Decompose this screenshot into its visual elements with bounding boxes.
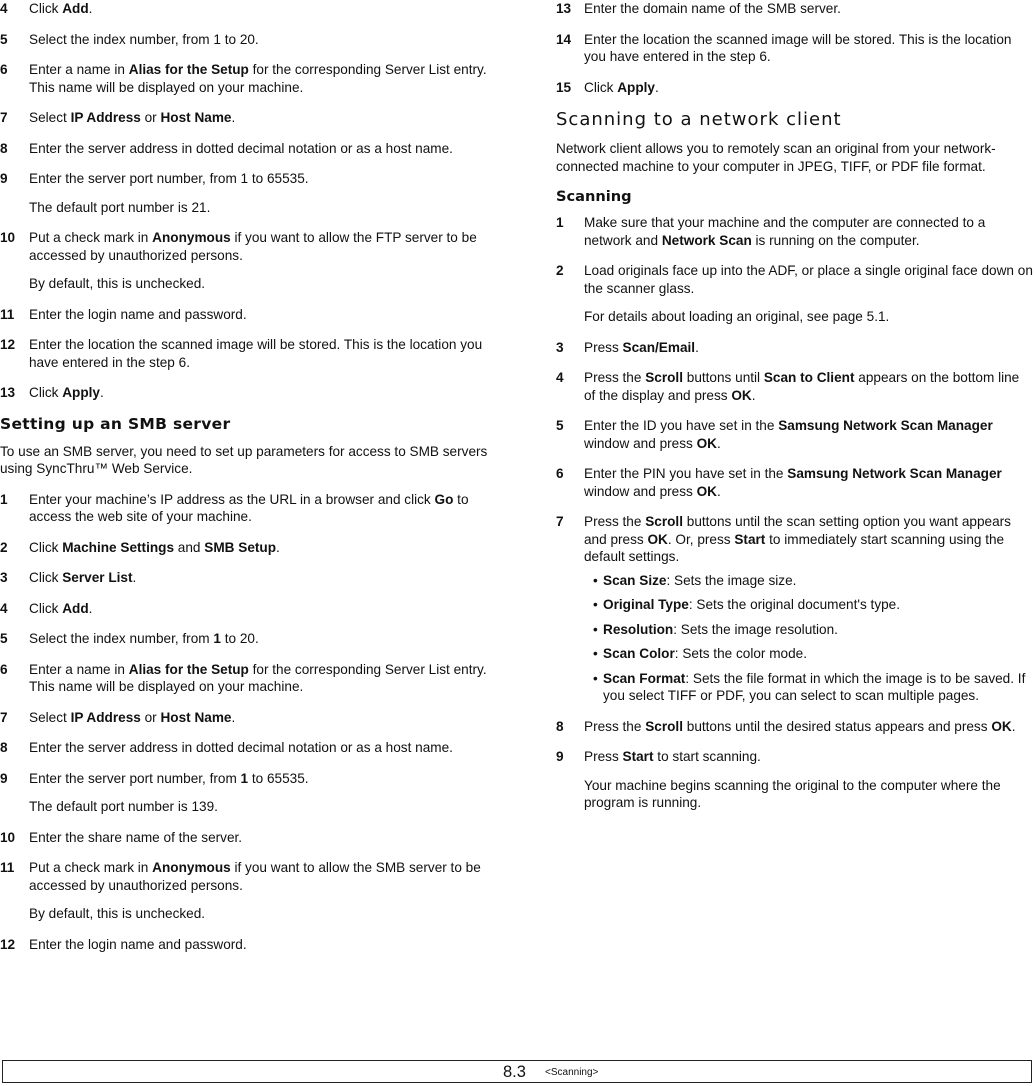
step-text bbox=[29, 0, 490, 18]
text-run: . bbox=[1011, 718, 1016, 734]
bold-term: Apply bbox=[62, 385, 100, 400]
step-text bbox=[29, 936, 490, 954]
bold-term: SMB Setup bbox=[204, 539, 277, 555]
smb-step-3 bbox=[0, 569, 490, 587]
smb-step-10 bbox=[0, 829, 490, 847]
step-number: 7 bbox=[0, 110, 8, 125]
bold-term: 1 bbox=[213, 631, 221, 646]
step-note: For details about loading an original, see page 5.1. bbox=[584, 309, 890, 324]
bold-term: Add bbox=[62, 600, 89, 616]
scan-step-6 bbox=[556, 465, 1034, 500]
ftp-step-5 bbox=[0, 31, 490, 49]
bold-term: Alias for the Setup bbox=[128, 661, 249, 677]
step-number: 12 bbox=[0, 936, 16, 952]
text-run: to immediately start scanning using the default settings. bbox=[584, 531, 1005, 564]
text-run: if you want to allow the FTP server to be accessed by unauthorized persons. bbox=[29, 230, 477, 263]
page-number: 8.3 bbox=[503, 1063, 526, 1081]
step-text bbox=[584, 465, 1034, 500]
text-run: Enter the domain name of the SMB server. bbox=[584, 1, 841, 16]
bold-term: Machine Settings bbox=[62, 539, 175, 555]
scanning-heading: Scanning bbox=[556, 188, 632, 205]
text-run: . bbox=[132, 570, 137, 585]
step-text bbox=[29, 770, 490, 788]
text-run: : Sets the color mode. bbox=[674, 646, 807, 661]
text-run: : Sets the file format in which the image is to be saved. If you select TIFF or PDF, you can select to scan multiple pages. bbox=[603, 670, 1026, 703]
bold-term: Scan to Client bbox=[763, 370, 855, 385]
step-text bbox=[29, 336, 490, 371]
step-number: 2 bbox=[556, 263, 564, 278]
step-text bbox=[584, 214, 1034, 249]
text-run: if you want to allow the SMB server to be accessed by unauthorized persons. bbox=[29, 860, 481, 893]
step-text bbox=[29, 709, 490, 727]
smb-step-6 bbox=[0, 661, 490, 696]
text-run: Enter the login name and password. bbox=[29, 306, 247, 322]
step-number: 13 bbox=[556, 1, 572, 16]
bold-term: Original Type bbox=[603, 597, 689, 612]
text-run: Enter your machine’s IP address as the URL in a browser and click bbox=[29, 491, 435, 507]
step-text bbox=[584, 339, 1034, 357]
step-text bbox=[29, 61, 490, 96]
option-item bbox=[593, 596, 1034, 614]
text-run: : Sets the original document's type. bbox=[688, 597, 901, 612]
step-number: 6 bbox=[556, 466, 564, 481]
text-run: Load originals face up into the ADF, or place a single original face down on the scanner glass. bbox=[584, 263, 1033, 296]
step-number: 8 bbox=[0, 140, 8, 156]
ftp-step-8 bbox=[0, 140, 490, 158]
step-number: 5 bbox=[0, 31, 8, 47]
text-run: window and press bbox=[584, 483, 697, 499]
step-number: 9 bbox=[0, 770, 8, 786]
text-run: . bbox=[88, 600, 93, 616]
step-text bbox=[29, 31, 490, 49]
bold-term: Scroll bbox=[645, 718, 683, 734]
step-text bbox=[584, 718, 1034, 736]
smb-step-8 bbox=[0, 739, 490, 757]
text-run: window and press bbox=[584, 435, 697, 451]
text-run: Press the bbox=[584, 718, 646, 734]
bold-term: Add bbox=[62, 1, 89, 16]
text-run: to 65535. bbox=[248, 770, 309, 786]
text-run: Click bbox=[29, 570, 63, 585]
text-run: . bbox=[716, 435, 721, 451]
bold-term: Scan Color bbox=[603, 646, 675, 661]
option-item bbox=[593, 621, 1034, 639]
text-run: Enter the location the scanned image will be stored. This is the location you have entered in the step 6. bbox=[29, 337, 483, 370]
text-run: Enter the PIN you have set in the bbox=[584, 466, 788, 481]
step-number: 8 bbox=[556, 718, 564, 734]
text-run: Select the index number, from 1 to 20. bbox=[29, 31, 259, 47]
bold-term: 1 bbox=[240, 770, 249, 786]
text-run: Put a check mark in bbox=[29, 860, 153, 875]
text-run: Click bbox=[29, 539, 63, 555]
step-text bbox=[29, 109, 490, 127]
step-text bbox=[29, 491, 490, 526]
option-item bbox=[593, 572, 1034, 590]
bold-term: Start bbox=[734, 531, 766, 547]
page-footer bbox=[2, 1060, 1032, 1083]
step-note: The default port number is 139. bbox=[29, 799, 218, 814]
step-number: 10 bbox=[0, 230, 16, 245]
bold-term: Network Scan bbox=[661, 232, 752, 248]
text-run: . bbox=[655, 79, 659, 95]
bold-term: OK bbox=[991, 718, 1012, 734]
text-run: Select the index number, from bbox=[29, 631, 214, 646]
bold-term: Alias for the Setup bbox=[128, 62, 249, 77]
step-note: Your machine begins scanning the original to the computer where the program is running. bbox=[584, 777, 1001, 810]
step-note: By default, this is unchecked. bbox=[29, 906, 206, 921]
network-client-intro: Network client allows you to remotely scan an original from your network-connected machine to your computer in JPEG, TIFF, or PDF file format. bbox=[556, 141, 996, 174]
step-text bbox=[584, 513, 1034, 566]
bold-term: Anonymous bbox=[152, 230, 231, 245]
step-note: The default port number is 21. bbox=[29, 199, 211, 215]
step-number: 3 bbox=[0, 570, 8, 585]
bold-term: IP Address bbox=[70, 709, 141, 725]
right-column bbox=[556, 0, 1034, 825]
ftp-step-7 bbox=[0, 109, 490, 127]
scan-step-5 bbox=[556, 417, 1034, 452]
bold-term: Server List bbox=[62, 570, 133, 585]
text-run: for the corresponding Server List entry. This name will be displayed on your machine. bbox=[29, 62, 487, 95]
smb-step-7 bbox=[0, 709, 490, 727]
text-run: Enter a name in bbox=[29, 62, 129, 77]
text-run: Make sure that your machine and the computer are connected to a network and bbox=[584, 215, 986, 248]
section-label: <Scanning> bbox=[545, 1067, 599, 1078]
text-run: or bbox=[140, 709, 161, 725]
step-text bbox=[29, 569, 490, 587]
text-run: . bbox=[751, 387, 756, 403]
step-number: 11 bbox=[0, 860, 15, 875]
step-number: 2 bbox=[0, 539, 8, 555]
text-run: . bbox=[695, 339, 699, 355]
text-run: Click bbox=[29, 1, 63, 16]
bold-term: Scan Format bbox=[603, 670, 686, 686]
scan-step-4 bbox=[556, 369, 1034, 404]
step-number: 7 bbox=[0, 709, 8, 725]
text-run: . bbox=[100, 385, 104, 400]
text-run: Press the bbox=[584, 370, 646, 385]
smb-step-15 bbox=[556, 79, 1034, 97]
scan-steps-list bbox=[556, 214, 1034, 812]
step-number: 6 bbox=[0, 661, 8, 677]
step-text bbox=[584, 79, 1034, 97]
text-run: Click bbox=[29, 385, 63, 400]
text-run: : Sets the image size. bbox=[666, 572, 797, 588]
step-number: 9 bbox=[0, 171, 8, 186]
text-run: Put a check mark in bbox=[29, 230, 153, 245]
bold-term: Resolution bbox=[603, 621, 674, 637]
bold-term: IP Address bbox=[70, 110, 141, 125]
step-number: 4 bbox=[0, 1, 8, 16]
step-text bbox=[584, 748, 1034, 766]
text-run: Enter the server address in dotted decimal notation or as a host name. bbox=[29, 140, 453, 156]
text-run: Press the bbox=[584, 514, 646, 529]
text-run: buttons until the scan setting option you want appears and press bbox=[584, 514, 1011, 547]
text-run: Enter the ID you have set in the bbox=[584, 418, 779, 433]
smb-step-4 bbox=[0, 600, 490, 618]
bold-term: Start bbox=[622, 749, 654, 764]
text-run: Enter a name in bbox=[29, 661, 129, 677]
smb-step-13 bbox=[556, 0, 1034, 18]
text-run: Enter the server port number, from bbox=[29, 770, 241, 786]
text-run: . bbox=[276, 539, 280, 555]
smb-steps-list bbox=[0, 491, 490, 954]
ftp-step-13 bbox=[0, 384, 490, 402]
step-number: 7 bbox=[556, 514, 564, 529]
text-run: is running on the computer. bbox=[751, 232, 920, 248]
smb-section-heading: Setting up an SMB server bbox=[0, 414, 231, 433]
smb-intro: To use an SMB server, you need to set up parameters for access to SMB servers using SyncThru™ Web Service. bbox=[0, 443, 488, 476]
step-text bbox=[29, 384, 490, 402]
bold-term: Apply bbox=[617, 79, 655, 95]
bold-term: Samsung Network Scan Manager bbox=[778, 418, 993, 433]
bold-term: Anonymous bbox=[152, 860, 231, 875]
step-text bbox=[29, 539, 490, 557]
smb-step-1 bbox=[0, 491, 490, 526]
bold-term: Host Name bbox=[160, 709, 232, 725]
scan-step-7 bbox=[556, 513, 1034, 705]
step-note: By default, this is unchecked. bbox=[29, 276, 206, 291]
text-run: or bbox=[140, 110, 161, 125]
step-number: 1 bbox=[556, 215, 564, 230]
smb-step-5 bbox=[0, 630, 490, 648]
text-run: appears on the bottom line of the display and press bbox=[584, 370, 1020, 403]
step-text bbox=[29, 829, 490, 847]
text-run: Enter the login name and password. bbox=[29, 936, 247, 952]
bold-term: Scan Size bbox=[603, 572, 667, 588]
text-run: . bbox=[231, 709, 236, 725]
text-run: to 20. bbox=[220, 631, 259, 646]
ftp-step-12 bbox=[0, 336, 490, 371]
step-number: 14 bbox=[556, 31, 572, 47]
step-text bbox=[29, 859, 490, 894]
step-text bbox=[29, 739, 490, 757]
text-run: Select bbox=[29, 110, 71, 125]
left-column bbox=[0, 0, 490, 966]
step-number: 12 bbox=[0, 337, 16, 352]
step-text bbox=[584, 31, 1034, 66]
ftp-step-10 bbox=[0, 229, 490, 264]
text-run: Enter the server address in dotted decimal notation or as a host name. bbox=[29, 740, 453, 755]
text-run: Click bbox=[29, 600, 63, 616]
text-run: buttons until bbox=[682, 370, 764, 385]
ftp-steps-list bbox=[0, 0, 490, 402]
bold-term: Samsung Network Scan Manager bbox=[787, 466, 1002, 481]
smb-step-2 bbox=[0, 539, 490, 557]
scan-step-8 bbox=[556, 718, 1034, 736]
step-text bbox=[584, 369, 1034, 404]
text-run: . bbox=[231, 110, 236, 125]
text-run: Select bbox=[29, 709, 71, 725]
step-number: 8 bbox=[0, 740, 8, 755]
option-list bbox=[584, 572, 1034, 705]
ftp-step-4 bbox=[0, 0, 490, 18]
smb-step-14 bbox=[556, 31, 1034, 66]
smb-step-12 bbox=[0, 936, 490, 954]
text-run: and bbox=[174, 539, 205, 555]
text-run: for the corresponding Server List entry. This name will be displayed on your machine. bbox=[29, 661, 487, 694]
text-run: Press bbox=[584, 749, 623, 764]
step-text bbox=[584, 0, 1034, 18]
step-text bbox=[29, 140, 490, 158]
bold-term: OK bbox=[731, 387, 752, 403]
bold-term: Go bbox=[434, 491, 454, 507]
text-run: Enter the location the scanned image will be stored. This is the location you have entered in the step 6. bbox=[584, 31, 1012, 64]
ftp-step-11 bbox=[0, 306, 490, 324]
bold-term: Host Name bbox=[160, 110, 232, 125]
text-run: Click bbox=[584, 79, 618, 95]
option-item bbox=[593, 645, 1034, 663]
step-number: 4 bbox=[556, 370, 564, 385]
bold-term: Scroll bbox=[645, 370, 683, 385]
bold-term: Scroll bbox=[645, 514, 683, 529]
text-run: to access the web site of your machine. bbox=[29, 491, 469, 524]
text-run: . bbox=[88, 1, 93, 16]
step-number: 5 bbox=[0, 631, 8, 646]
ftp-step-6 bbox=[0, 61, 490, 96]
network-client-heading: Scanning to a network client bbox=[556, 109, 842, 130]
text-run: Enter the server port number, from 1 to 65535. bbox=[29, 171, 309, 186]
text-run: to start scanning. bbox=[653, 749, 761, 764]
option-item bbox=[593, 670, 1034, 705]
bold-term: OK bbox=[647, 531, 668, 547]
scan-step-1 bbox=[556, 214, 1034, 249]
step-number: 15 bbox=[556, 79, 572, 95]
step-number: 4 bbox=[0, 600, 8, 616]
scan-step-2 bbox=[556, 262, 1034, 297]
step-text bbox=[29, 229, 490, 264]
smb-step-9 bbox=[0, 770, 490, 788]
bold-term: Scan/Email bbox=[622, 339, 696, 355]
text-run: : Sets the image resolution. bbox=[673, 621, 838, 637]
step-number: 9 bbox=[556, 749, 564, 764]
text-run: Enter the share name of the server. bbox=[29, 829, 243, 845]
text-run: . bbox=[716, 483, 721, 499]
step-number: 5 bbox=[556, 418, 564, 433]
step-text bbox=[29, 306, 490, 324]
smb-step-11 bbox=[0, 859, 490, 894]
scan-step-3 bbox=[556, 339, 1034, 357]
text-run: Press bbox=[584, 339, 623, 355]
step-number: 10 bbox=[0, 829, 16, 845]
smb-steps-continued-list bbox=[556, 0, 1034, 96]
step-text bbox=[584, 262, 1034, 297]
step-text bbox=[29, 630, 490, 648]
step-number: 13 bbox=[0, 385, 16, 400]
step-text bbox=[584, 417, 1034, 452]
bold-term: OK bbox=[696, 483, 717, 499]
step-number: 1 bbox=[0, 491, 8, 507]
step-text bbox=[29, 170, 490, 188]
text-run: buttons until the desired status appears and press bbox=[682, 718, 992, 734]
step-number: 6 bbox=[0, 62, 8, 77]
bold-term: OK bbox=[696, 435, 717, 451]
step-number: 3 bbox=[556, 339, 564, 355]
step-number: 11 bbox=[0, 306, 15, 322]
step-text bbox=[29, 600, 490, 618]
ftp-step-9 bbox=[0, 170, 490, 188]
scan-step-9 bbox=[556, 748, 1034, 766]
text-run: . Or, press bbox=[667, 531, 735, 547]
step-text bbox=[29, 661, 490, 696]
